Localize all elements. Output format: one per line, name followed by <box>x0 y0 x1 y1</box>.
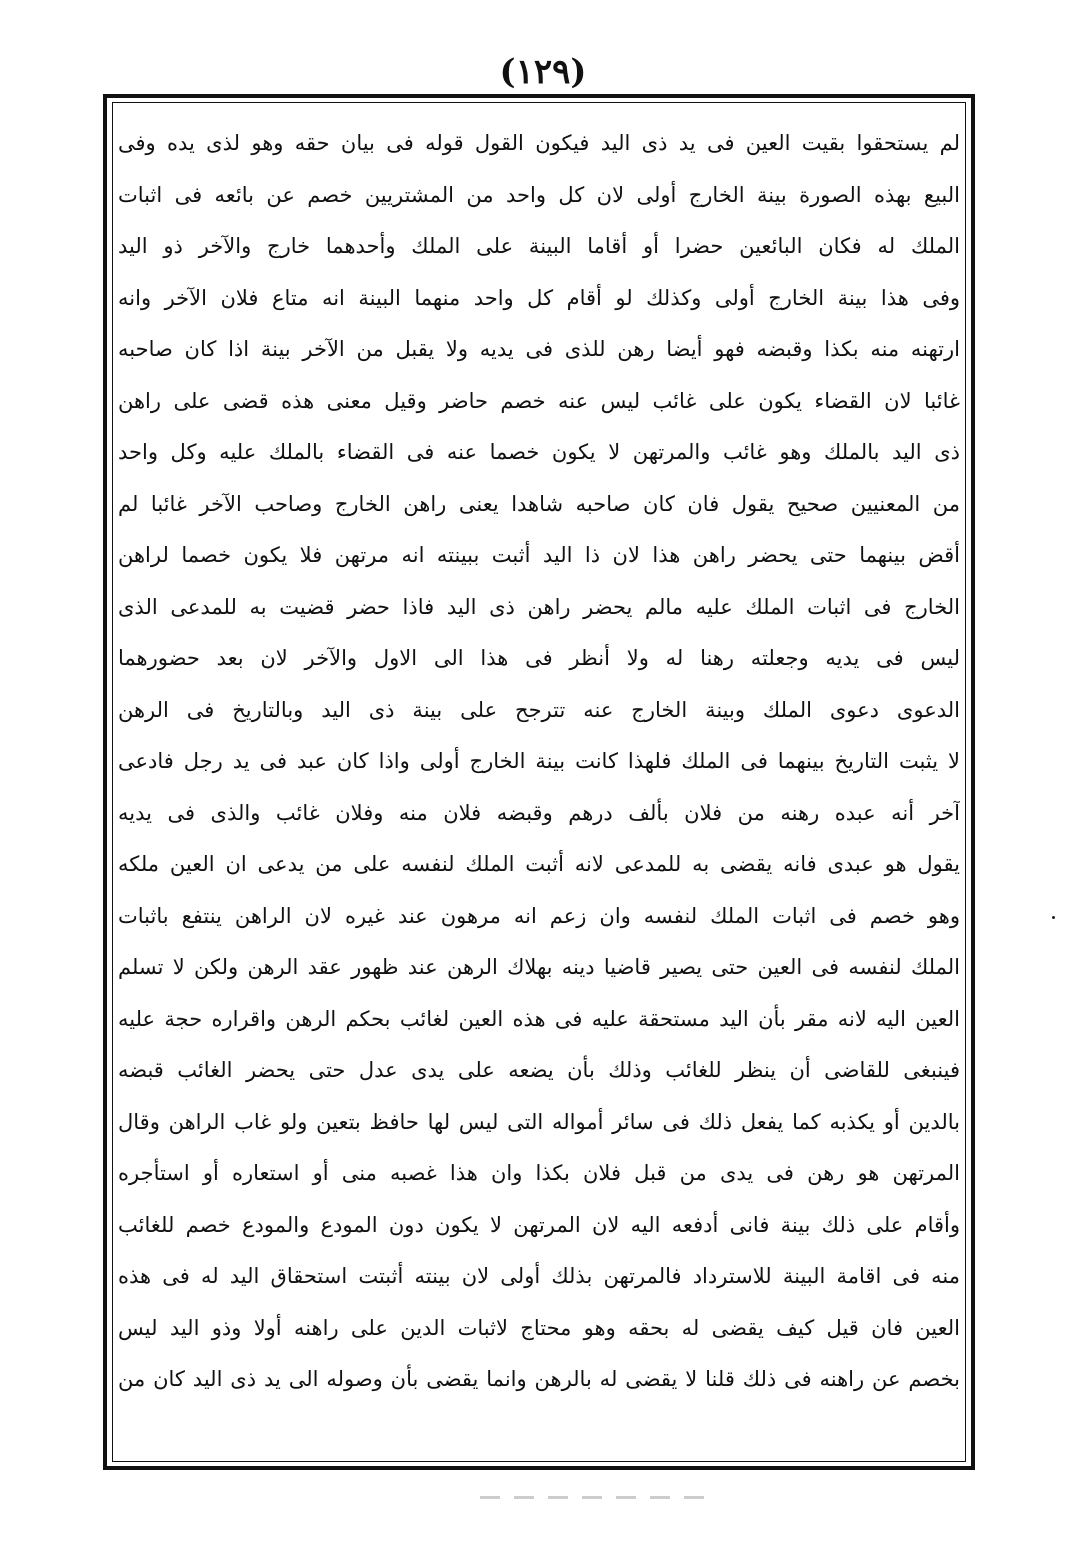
text-line: الملك له فكان البائعين حضرا أو أقاما البينة على الملك وأحدهما خارج والآخر ذو اليد <box>118 234 960 258</box>
text-line: وفى هذا بينة الخارج أولى وكذلك لو أقام كل واحد منهما البينة انه متاع فلان الآخر وانه <box>118 285 960 310</box>
text-line: الخارج فى اثبات الملك عليه مالم يحضر راهن ذى اليد فاذا حضر قضيت به للمدعى الذى <box>118 594 960 619</box>
text-line: بخصم عن راهنه فى ذلك قلنا لا يقضى له بالرهن وانما يقضى بأن وصوله الى يد ذى اليد كان من <box>118 1367 960 1391</box>
text-line: ليس فى يديه وجعلته رهنا له ولا أنظر فى هذا الى الاول والآخر لان بعد حضورهما <box>118 646 960 670</box>
text-body <box>118 118 960 1458</box>
text-line: أقض بينهما حتى يحضر راهن هذا لان ذا اليد أثبت ببينته انه مرتهن فلا يكون خصما لراهن <box>118 543 960 567</box>
text-line: العين فان قيل كيف يقضى له بحقه وهو محتاج لاثبات الدين على راهنه أولا وذو اليد ليس <box>118 1315 960 1340</box>
text-line: العين اليه لانه مقر بأن اليد مستحقة عليه فى هذه العين لغائب بحكم الرهن واقراره حجة عليه <box>118 1006 960 1031</box>
text-line: فينبغى للقاضى أن ينظر للغائب وذلك بأن يضعه على يدى عدل حتى يحضر الغائب قبضه <box>118 1058 960 1082</box>
text-line: الدعوى دعوى الملك وبينة الخارج عنه تترجح على بينة ذى اليد وبالتاريخ فى الرهن <box>118 697 960 722</box>
text-line: لا يثبت التاريخ بينهما فى الملك فلهذا كانت بينة الخارج أولى واذا كان عبد فى يد رجل فادعى <box>118 749 960 773</box>
text-line: لم يستحقوا بقيت العين فى يد ذى اليد فيكون القول قوله فى بيان حقه وهو لذى يده وفى <box>118 131 960 155</box>
scan-speck <box>1052 916 1055 919</box>
text-line: البيع بهذه الصورة بينة الخارج أولى لان كل واحد من المشتريين خصم عن بائعه فى اثبات <box>118 182 960 207</box>
text-line: المرتهن هو رهن فى يدى من قبل فلان بكذا وان هذا غصبه منى أو استعاره أو استأجره <box>118 1161 960 1185</box>
text-line: غائبا لان القضاء يكون على غائب ليس عنه خصم حاضر وقيل معنى هذه قضى على راهن <box>118 388 960 413</box>
text-line: وهو خصم فى اثبات الملك لنفسه وان زعم انه مرهون عند غيره لان الراهن ينتفع باثبات <box>118 903 960 928</box>
text-line: آخر أنه عبده رهنه من فلان بألف درهم وقبضه فلان منه وفلان غائب والذى فى يديه <box>118 800 960 825</box>
text-line: بالدين أو يكذبه كما يفعل ذلك فى سائر أمواله التى ليس لها حافظ بتعين ولو غاب الراهن وقال <box>118 1109 960 1134</box>
page-number: (١٢٩) <box>499 52 587 92</box>
text-line: يقول هو عبدى فانه يقضى به للمدعى لانه أثبت الملك لنفسه على من يدعى ان العين ملكه <box>118 852 960 876</box>
text-line: من المعنيين صحيح يقول فان كان صاحبه شاهدا يعنى راهن الخارج وصاحب الآخر غائبا لم <box>118 491 960 516</box>
text-line: ذى اليد بالملك وهو غائب والمرتهن لا يكون خصما عنه فى القضاء بالملك عليه وكل واحد <box>118 440 960 464</box>
text-line: وأقام على ذلك بينة فانى أدفعه اليه لان المرتهن لا يكون دون المودع والمودع خصم للغائب <box>118 1212 960 1237</box>
text-line: ارتهنه منه بكذا وقبضه فهو أيضا رهن للذى فى يديه ولا يقبل من الآخر بينة اذا كان صاحبه <box>118 337 960 361</box>
text-line: منه فى اقامة البينة للاسترداد فالمرتهن بذلك أولى لان بينته أثبتت استحقاق اليد له فى هذه <box>118 1264 960 1288</box>
scan-bottom-artifact <box>480 1496 710 1499</box>
text-line: الملك لنفسه فى العين حتى يصير قاضيا دينه بهلاك الرهن عند ظهور عقد الرهن ولكن لا تسلم <box>118 955 960 979</box>
